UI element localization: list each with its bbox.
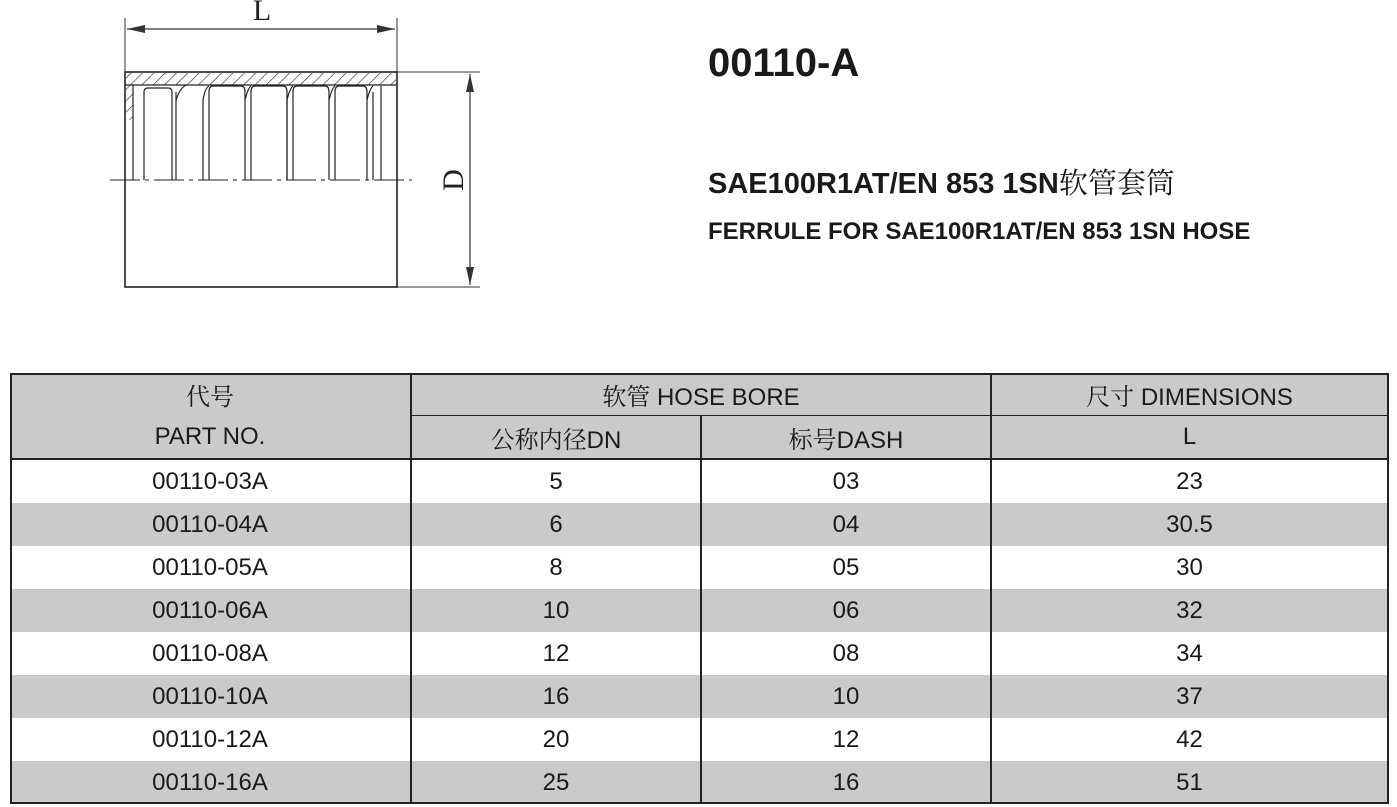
product-subtitle-english: FERRULE FOR SAE100R1AT/EN 853 1SN HOSE <box>708 218 1251 245</box>
cell-part: 00110-04A <box>10 503 411 546</box>
product-title: 00110-A <box>708 41 860 85</box>
cell-l: 51 <box>991 761 1387 804</box>
table-row <box>10 761 1387 804</box>
sub-header-row <box>10 416 1387 460</box>
cell-part: 00110-05A <box>10 546 411 589</box>
product-subtitle <box>708 161 1175 202</box>
subtitle-chinese: 软管套筒 <box>1058 168 1175 200</box>
cell-dn: 20 <box>411 718 701 761</box>
diameter-label: D <box>437 169 470 191</box>
cell-l: 37 <box>991 675 1387 718</box>
ferrule-drawing <box>0 0 560 310</box>
table-row <box>10 632 1387 675</box>
cell-dash: 04 <box>701 503 991 546</box>
header-part-cn: 代号 <box>10 373 411 416</box>
cell-dash: 03 <box>701 459 991 503</box>
header-l: L <box>991 416 1387 460</box>
cell-part: 00110-06A <box>10 589 411 632</box>
length-label: L <box>252 0 272 27</box>
cell-dash: 06 <box>701 589 991 632</box>
spec-table <box>10 373 1387 804</box>
cell-l: 42 <box>1176 725 1203 753</box>
cell-part: 00110-12A <box>10 718 411 761</box>
header-dn: 公称内径DN <box>411 416 701 460</box>
table-row <box>10 546 1387 589</box>
table-row <box>10 718 1387 761</box>
length-dimension <box>125 0 397 72</box>
cell-l: 23 <box>1176 467 1203 495</box>
header-dimensions: 尺寸 DIMENSIONS <box>991 373 1387 416</box>
table-row <box>10 459 1387 503</box>
cell-dash: 16 <box>701 761 991 804</box>
ferrule-body <box>110 72 412 287</box>
cell-part: 00110-03A <box>10 459 411 503</box>
table-row <box>10 589 1387 632</box>
cell-dn: 25 <box>411 761 701 804</box>
cell-dash: 10 <box>701 675 991 718</box>
header-part-no: PART NO. <box>10 416 411 460</box>
cell-dn: 12 <box>411 632 701 675</box>
cell-l: 30.5 <box>991 503 1387 546</box>
cell-dn: 6 <box>411 503 701 546</box>
cell-dn: 10 <box>411 589 701 632</box>
cell-dash: 05 <box>701 546 991 589</box>
cell-l: 32 <box>991 589 1387 632</box>
table-row <box>10 503 1387 546</box>
cell-part: 00110-10A <box>10 675 411 718</box>
header-hose-bore: 软管 HOSE BORE <box>411 373 991 416</box>
cell-part: 00110-16A <box>10 761 411 804</box>
cell-dn: 8 <box>411 546 701 589</box>
cell-dash: 12 <box>701 718 991 761</box>
cell-dash: 08 <box>701 632 991 675</box>
subtitle-standard: SAE100R1AT/EN 853 1SN <box>708 168 1059 200</box>
cell-dn: 16 <box>411 675 701 718</box>
cell-l: 30 <box>1176 553 1203 581</box>
group-header-row <box>10 373 1387 416</box>
cell-l: 34 <box>1176 639 1203 667</box>
table-row <box>10 675 1387 718</box>
header-dash: 标号DASH <box>701 416 991 460</box>
cell-part: 00110-08A <box>10 632 411 675</box>
cell-dn: 5 <box>411 459 701 503</box>
